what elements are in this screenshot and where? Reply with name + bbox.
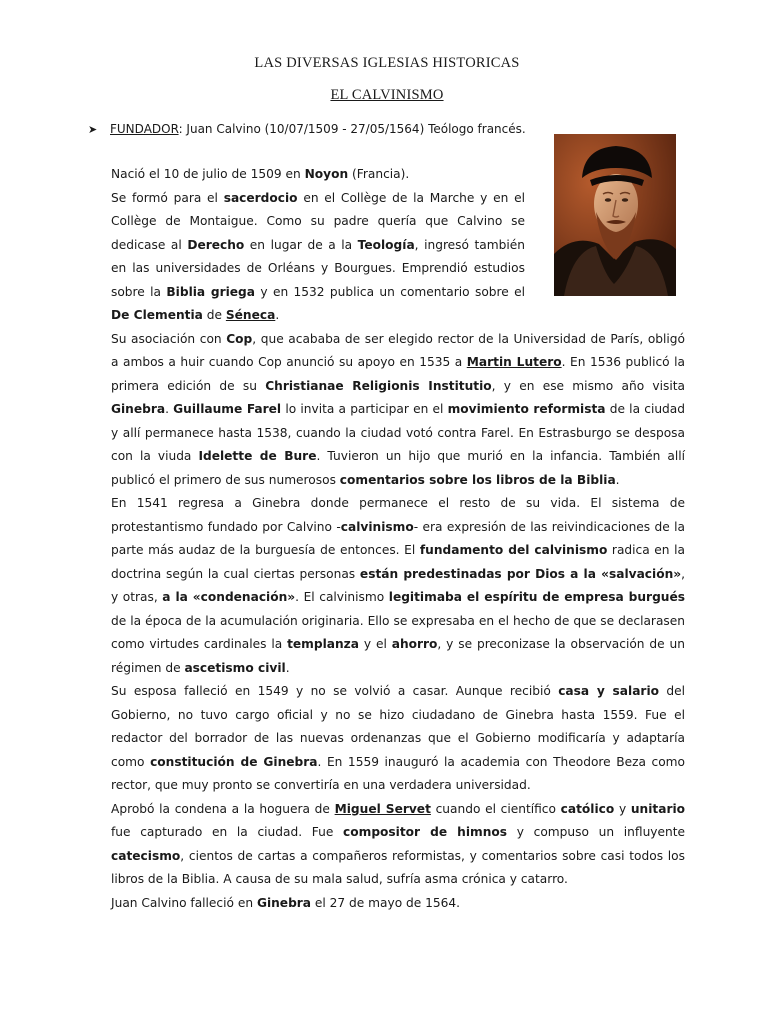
paragraph-text: (Francia). bbox=[348, 167, 410, 181]
paragraph-text: del Gobierno, no tuvo cargo oficial y no se hizo ciudadano de Ginebra hasta 1559. Fue el redactor del borrador de las nuevas ordenanzas que el Gobierno modificaría y adaptaría como bbox=[111, 684, 685, 769]
paragraph-text: y compuso un influyente bbox=[507, 825, 685, 839]
paragraph-text: fue capturado en la ciudad. Fue bbox=[111, 825, 344, 839]
emphasis-text: Biblia griega bbox=[166, 284, 256, 299]
paragraph-text: el 27 de mayo de 1564. bbox=[311, 895, 461, 910]
emphasis-text: Ginebra bbox=[256, 895, 312, 910]
paragraph-text: . Tuvieron un hijo que murió en la infancia. También allí publicó el primero de sus numerosos bbox=[111, 449, 685, 487]
paragraph-text: , y en ese mismo año visita bbox=[491, 378, 685, 393]
emphasis-text: templanza bbox=[287, 637, 359, 651]
emphasis-text: católico bbox=[560, 801, 615, 816]
emphasis-text: De Clementia bbox=[111, 308, 203, 322]
paragraph-text: , y se preconizase la observación de un régimen de bbox=[111, 637, 685, 675]
emphasis-text: comentarios sobre los libros de la Biblia bbox=[339, 472, 616, 487]
emphasis-text: están predestinadas por Dios a la «salvación» bbox=[359, 566, 682, 581]
emphasis-text: sacerdocio bbox=[223, 190, 298, 205]
founder-bullet bbox=[88, 120, 526, 139]
paragraph-text: , y otras, bbox=[111, 566, 685, 604]
paragraph-text: y el bbox=[358, 637, 392, 651]
paragraph-text: . bbox=[275, 308, 280, 322]
paragraph-text: y en 1532 publica un comentario sobre el bbox=[255, 284, 525, 299]
paragraph-text: en lugar de a la bbox=[244, 237, 358, 252]
paragraph-text: de bbox=[202, 308, 226, 322]
paragraph bbox=[111, 892, 685, 916]
document-body bbox=[111, 163, 685, 915]
paragraph-text: de la época de la acumulación originaria. Ello se expresaba en el hecho de que se declarasen como virtudes cardinales la bbox=[111, 613, 685, 651]
emphasis-text: Noyon bbox=[304, 167, 349, 181]
paragraph-text: lo invita a participar en el bbox=[281, 402, 448, 416]
paragraph-text: . En 1536 publicó la primera edición de su bbox=[111, 355, 685, 393]
paragraph-text: , cientos de cartas a compañeros reformistas, y comentarios sobre casi todos los libros de la Biblia. A causa de su mala salud, sufría asma crónica y catarro. bbox=[111, 848, 685, 886]
emphasis-text: constitución de Ginebra bbox=[150, 754, 318, 769]
emphasis-text: Teología bbox=[357, 237, 415, 252]
emphasis-text: Idelette de Bure bbox=[198, 449, 317, 463]
paragraph-text: . bbox=[285, 660, 290, 675]
emphasis-text: Guillaume Farel bbox=[173, 402, 282, 416]
founder-label: FUNDADOR bbox=[110, 122, 179, 136]
emphasis-text: Christianae Religionis Institutio bbox=[265, 378, 492, 393]
paragraph bbox=[111, 163, 525, 187]
emphasis-text: ascetismo civil bbox=[184, 660, 286, 675]
paragraph-text: Su esposa falleció en 1549 y no se volvió a casar. Aunque recibió bbox=[111, 684, 559, 698]
paragraph-text: Juan Calvino falleció en bbox=[111, 895, 257, 910]
paragraph-text: En 1541 regresa a Ginebra donde permanece el resto de su vida. El sistema de protestantismo fundado por Calvino - bbox=[111, 496, 685, 534]
paragraph-text: Su asociación con bbox=[111, 331, 227, 346]
paragraph-text: , que acababa de ser elegido rector de la Universidad de París, obligó a ambos a huir cuando Cop anunció su apoyo en 1535 a bbox=[111, 331, 685, 369]
paragraph-text: y bbox=[614, 801, 631, 816]
emphasis-text: Martin Lutero bbox=[466, 355, 562, 369]
emphasis-text: fundamento del calvinismo bbox=[419, 543, 608, 557]
emphasis-text: Derecho bbox=[187, 237, 245, 252]
paragraph-text: Aprobó la condena a la hoguera de bbox=[111, 801, 335, 816]
paragraph-text: en el Collège de la Marche y en el Collège de Montaigue. Como su padre quería que Calvino se dedicase al bbox=[111, 190, 525, 252]
emphasis-text: Miguel Servet bbox=[334, 801, 431, 816]
document-title: LAS DIVERSAS IGLESIAS HISTORICAS bbox=[254, 55, 520, 71]
paragraph-text: - era expresión de las reivindicaciones de la parte más audaz de la burguesía de entonces. El bbox=[111, 519, 685, 557]
document-subtitle: EL CALVINISMO bbox=[330, 87, 444, 103]
paragraph-text: . bbox=[615, 472, 620, 487]
emphasis-text: Cop bbox=[226, 331, 253, 346]
emphasis-text: Séneca bbox=[225, 308, 276, 322]
founder-text: : Juan Calvino (10/07/1509 - 27/05/1564) Teólogo francés. bbox=[178, 122, 526, 136]
paragraph-text: radica en la doctrina según la cual ciertas personas bbox=[111, 543, 685, 581]
paragraph-text: . En 1559 inauguró la academia con Theodore Beza como rector, que muy pronto se convertiría en una verdadera universidad. bbox=[111, 754, 685, 792]
paragraph-text: Nació el 10 de julio de 1509 en bbox=[111, 167, 305, 181]
emphasis-text: casa y salario bbox=[558, 684, 659, 698]
emphasis-text: unitario bbox=[630, 801, 686, 816]
paragraph-text: cuando el científico bbox=[430, 801, 561, 816]
arrow-bullet-icon: ➤ bbox=[88, 123, 98, 136]
emphasis-text: catecismo bbox=[111, 848, 181, 863]
emphasis-text: ahorro bbox=[391, 637, 438, 651]
emphasis-text: a la «condenación» bbox=[162, 590, 296, 604]
emphasis-text: compositor de himnos bbox=[343, 825, 508, 839]
paragraph bbox=[111, 492, 685, 680]
paragraph-text: . bbox=[165, 402, 174, 416]
paragraph bbox=[111, 187, 525, 328]
emphasis-text: Ginebra bbox=[111, 402, 166, 416]
emphasis-text: movimiento reformista bbox=[447, 402, 606, 416]
paragraph-text: , ingresó también en las universidades de Orléans y Bourgues. Emprendió estudios sobre la bbox=[111, 237, 525, 299]
paragraph bbox=[111, 680, 685, 798]
paragraph-text: de la ciudad y allí permanece hasta 1538, cuando la ciudad votó contra Farel. En Estrasburgo se desposa con la viuda bbox=[111, 402, 685, 463]
paragraph bbox=[111, 328, 685, 493]
emphasis-text: legitimaba el espíritu de empresa burgués bbox=[388, 590, 685, 604]
paragraph-text: . El calvinismo bbox=[295, 590, 389, 604]
paragraph-text: Se formó para el bbox=[111, 190, 224, 205]
emphasis-text: calvinismo bbox=[340, 519, 414, 534]
paragraph bbox=[111, 798, 685, 892]
